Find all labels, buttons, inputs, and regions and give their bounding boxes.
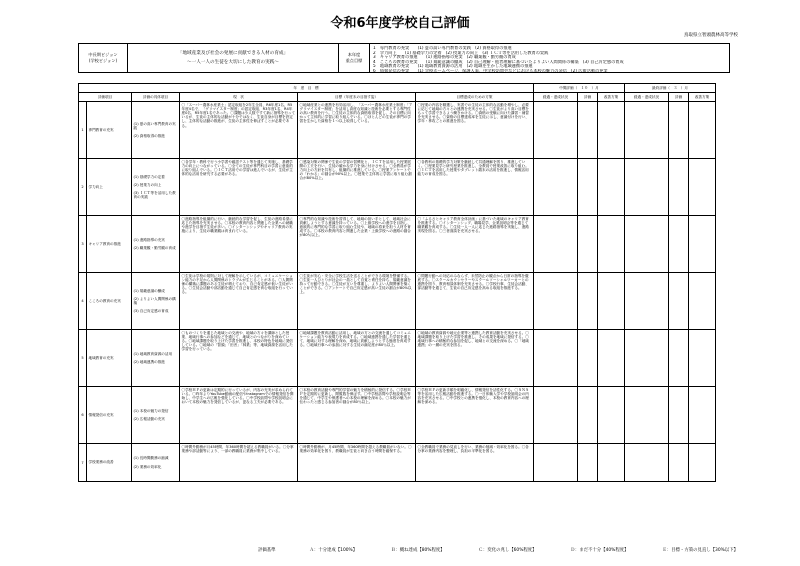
row-item: 地域教育の充実 bbox=[87, 330, 132, 387]
table-row bbox=[79, 159, 716, 216]
mid-rating-cell bbox=[578, 216, 598, 273]
mid-rating-cell bbox=[578, 273, 598, 330]
vision-main: 「地域産業及び社会の発展に貢献できる人材の育成」 bbox=[177, 51, 289, 56]
final-rating-cell bbox=[669, 102, 689, 159]
row-number: 7 bbox=[79, 444, 87, 482]
final-improve-cell bbox=[689, 216, 716, 273]
mid-improve-cell bbox=[598, 444, 625, 482]
table-row bbox=[79, 102, 716, 159]
col-final-improve-header: 改善方策 bbox=[689, 93, 716, 102]
focus-item: 4 こころの教育の充実 (1) 規範意識の醸成 (2) 自己理解・他者理解に基づいたよりよい人間関係の構築 (3) 自己肯定感の育成 bbox=[373, 59, 624, 64]
row-plan: 〇授業の内容を精選し、実習での生徒の主体的な活動を増やし、必要に応じて地域の方々との連携を充実させる。〇生徒がより高い目標をもって学習できるよう働きかける。〇資格の受験に向けた講習・補習を充実させる。〇資格の目標達成率を生徒に示し、意識付けを行い、学年・専攻ごとの推進を図る。 bbox=[416, 102, 534, 159]
table-row bbox=[79, 444, 716, 482]
focus-item: 3 キャリア教育の推進 (1) 進路指導の充実 (2) 職業観・勤労観の育成 bbox=[373, 55, 516, 60]
mid-rating-cell bbox=[578, 159, 598, 216]
final-improve-cell bbox=[689, 330, 716, 387]
col-mid-improve-header: 改善方策 bbox=[598, 93, 625, 102]
final-status-cell bbox=[625, 102, 669, 159]
col-current-header: 現 状 bbox=[180, 93, 298, 102]
final-rating-cell bbox=[669, 216, 689, 273]
row-contents: (1) 基礎学力の定着 (2) 授業力の向上 (3) ＩＣＴ等を活用した教育の実践 bbox=[132, 159, 180, 216]
row-current: 〇ものづくりを通じた地域との交流や、地域の方々を講師とした授業、地域行事への参加などを通じて、地域とのつながりを深めている。〇地域課題を取り上げた学習を推進し、本校の特色を地域に発信している。〇地域の「智頭」「田舎」「林業」等、地域資源を活用した学習を行っている。 bbox=[180, 330, 298, 387]
evaluation-table bbox=[78, 83, 716, 482]
row-contents: (1) 規範意識の醸成 (2) よりよい人間関係の構築 (3) 自己肯定感の育成 bbox=[132, 273, 180, 330]
row-goal: 〇感染対策の関係で生徒の学習の習慣化と、ＩＣＴを活用した授業展開の工夫を行い、生徒の確かな学力を身に付けさせる。〇全教員が学力向上の方針を共有し、組織的に推進している。〇授業アンケートでの「わかる」の割合が90%以上。〇授業で主体的に学習に取り組む割合が80%以上。 bbox=[298, 159, 416, 216]
row-item: 学力向上 bbox=[87, 159, 132, 216]
criteria-e: Ｅ：目標・方策の見直し【30%以下】 bbox=[662, 548, 738, 553]
row-current: 〇時間外勤務が月45時間、年360時間を超える教職員がいる。〇分掌業務や部活動等により、一部の教職員に業務が集中している。 bbox=[180, 444, 298, 482]
row-number: 4 bbox=[79, 273, 87, 330]
mid-improve-cell bbox=[598, 330, 625, 387]
row-goal: 〇地域課題を教育活動に活用し、地域の方との交流を通してコミュニケーション能力や表現力を育成する。〇地域連携を通した学習を通じて、地域に対する理解を深め、地域に貢献しようとする態度を育成する。〇地域行事への参加に対する生徒の満足度が80％以上。 bbox=[298, 330, 416, 387]
final-rating-cell bbox=[669, 387, 689, 444]
col-item-header: 評価項目 bbox=[79, 93, 132, 102]
mid-eval-header: 中間評価（ １０ ）月 bbox=[534, 84, 625, 93]
row-item: 情報発信の充実 bbox=[87, 387, 132, 444]
focus-label-line2: 重点目標 bbox=[345, 58, 363, 63]
row-contents: (1) 夏の高い専門教育の実践 (2) 資格取得の推進 bbox=[132, 102, 180, 159]
row-current: 〇進路指導を組織的に行い、継続的な学習を促し、生徒の進路希望に応じた指導を充実させる。〇本校の教育内容と関連した企業への就職や進学を目指す生徒が多い。〇インターンシップやキャリア教育の実施により、生徒の職業観は育まれている。 bbox=[180, 216, 298, 273]
row-plan: 〇学校ＨＰの更新手順を明確化し、情報発信を活性化する。〇ＳＮＳ等を活用した広報活動を推進する。〇一日体験入学や学校説明会の内容を充実させる。〇中学校との連携を強化し、本校の教育内容への理解を深める。 bbox=[416, 387, 534, 444]
row-goal: 〇時間外勤務が、月45時間、年360時間を超える教職員がいない。〇業務の効率化を図り、教職員が生徒と向き合う時間を確保する。 bbox=[298, 444, 416, 482]
vision-label-line2: (学校ビジョン) bbox=[88, 58, 118, 63]
year-goal-header: 年 度 目 標 bbox=[79, 84, 534, 93]
row-item: 専門教育の充実 bbox=[87, 102, 132, 159]
focus-list bbox=[370, 44, 729, 72]
focus-item: 2 学力向上 (1) 基礎学力の定着 (2) 授業力の向上 (3) ＩＣＴ等を活用した教育の実践 bbox=[373, 50, 549, 55]
row-number: 3 bbox=[79, 216, 87, 273]
focus-item: 6 情報発信の充実 (1) 学校ホームページ、保護人事、中学校訪問会などにおける本校の魅力の発信 (2) 広報活動の充実 bbox=[373, 68, 608, 73]
final-rating-cell bbox=[669, 159, 689, 216]
school-name: 鳥取県立智頭農林高等学校 bbox=[684, 33, 738, 38]
mid-improve-cell bbox=[598, 273, 625, 330]
table-row bbox=[79, 330, 716, 387]
row-current: 〇生徒は学校の規則に対して理解を示しているが、コミュニケーション能力の不足から人間関係のトラブルが生じることがある。〇人間関係の構築に課題のある生徒が増えており、自己肯定感が低い生徒がいる。〇生徒会活動や部活動を通じて自己肯定感を育む取組を行っている。 bbox=[180, 273, 298, 330]
row-goal: 〇専門的な知識や技術を習得して、地域の担い手として、地域社会に貢献しようとする意識を持っている。〇上級学校への進学を目指し、意欲的に専門的な学習に取り組む生徒や、地域の将来を担う人材を育成する。〇本校の教育内容と関連した企業・上級学校への進路の割合が80％以上。 bbox=[298, 216, 416, 273]
row-number: 6 bbox=[79, 387, 87, 444]
criteria-d: Ｄ：まだ不十分【40%程度】 bbox=[570, 548, 629, 553]
row-number: 1 bbox=[79, 102, 87, 159]
col-mid-rating-header: 評価 bbox=[578, 93, 598, 102]
col-plan-header: 目標達成のための方策 bbox=[416, 93, 534, 102]
row-number: 5 bbox=[79, 330, 87, 387]
page-title: 令和6年度学校自己評価 bbox=[330, 16, 470, 31]
focus-label bbox=[339, 44, 370, 72]
row-plan: 〇全教職員で業務の見直しを行い、業務の削減・効率化を図る。〇各分掌の業務内容を整理し、負担の平準化を図る。 bbox=[416, 444, 534, 482]
mid-improve-cell bbox=[598, 102, 625, 159]
final-status-cell bbox=[625, 444, 669, 482]
final-improve-cell bbox=[689, 444, 716, 482]
mid-status-cell bbox=[534, 330, 578, 387]
final-rating-cell bbox=[669, 330, 689, 387]
row-contents: (1) 地域教育資源の活用 (2) 地域連携の推進 bbox=[132, 330, 180, 387]
col-final-rating-header: 評価 bbox=[669, 93, 689, 102]
mid-rating-cell bbox=[578, 444, 598, 482]
mid-status-cell bbox=[534, 444, 578, 482]
row-plan: 〇地域の教育資源や地元企業等と連携した教育活動を充実させる。〇地域課題を取り上げた学習を推進し、その成果を地域に発信する。〇地域行事への積極的な参加を促し、地域との交流を深める。〇「地域連携」の一層の充実を図る。 bbox=[416, 330, 534, 387]
mid-rating-cell bbox=[578, 387, 598, 444]
final-status-cell bbox=[625, 330, 669, 387]
mid-status-cell bbox=[534, 159, 578, 216]
vision-sub: ～一人一人の生徒を大切にした教育の実践～ bbox=[187, 60, 279, 65]
criteria-c: Ｃ：変化の兆し【60%程度】 bbox=[478, 548, 537, 553]
final-improve-cell bbox=[689, 273, 716, 330]
row-current: 〇「スーパー農林水産業士」認定取組を2年生全員、R6年度1名、R5年度4名で、「グリマイスター制度」の認定取組、R3年度1名、R4年度0名、R5年度1名であった。〇課題は少人数ですて新に指導を行っているが、生徒の主体的な活動が十分ではなく、生徒自身が目標を設定し、主体的な活動の推進が、生徒の主体性を伸ばすことが必要である。 bbox=[180, 102, 298, 159]
final-rating-cell bbox=[669, 444, 689, 482]
mid-improve-cell bbox=[598, 159, 625, 216]
mid-status-cell bbox=[534, 273, 578, 330]
mid-improve-cell bbox=[598, 216, 625, 273]
table-row bbox=[79, 387, 716, 444]
final-eval-header: 最終評価（ ３ ）月 bbox=[625, 84, 716, 93]
row-item: キャリア教育の推進 bbox=[87, 216, 132, 273]
focus-item: 1 専門教育の充実 (1) 夏の高い専門教育の実践 (2) 資格取得の推進 bbox=[373, 46, 512, 50]
vision-text bbox=[128, 44, 339, 72]
focus-item: 5 地域教育の充実 (1) 地域教育資源の活用 (2) 地域を生かした地域連携の推進 bbox=[373, 64, 533, 69]
row-plan: 〇「ふるさとキャリア教育全体計画」に基づいた地域のキャリア教育を推進する。〇インターンシップ、職場見学、企業説明会等を通じて職業観を育成する。〇生徒一人一人に応じた進路指導を実施し、進路実現を図る。〇三者面談を充実させる。 bbox=[416, 216, 534, 273]
row-current: 〇各学年・教科で行う小学習や確認テスト等を通じて実施し、基礎学力の向上につながっている。〇全ての生徒が専門科目の学習に意欲的に取り組んでいる。〇ＩＣＴ活用での学習は進んでいるが、生徒が主体的な活用を研究する必要がある。 bbox=[180, 159, 298, 216]
mid-rating-cell bbox=[578, 330, 598, 387]
row-goal: 〇本校の教育活動や専門的学習の魅力を積極的に発信する。〇学校ＨＰを定期的に更新し、閲覧数を伸ばす。〇中学校訪問や学校説明会等を通じて、中学生や保護者への本校の理解を深める。〇本校の魅力が伝わったと感じる参加者の割合が80％以上。 bbox=[298, 387, 416, 444]
focus-label-line1: 本年度 bbox=[347, 52, 361, 57]
criteria-legend bbox=[258, 547, 738, 553]
row-goal: 〇生徒が安心・安全に学校生活を送ることができる環境を整備する。〇生徒一人ひとりが社会の一員として自覚と責任を持ち、規範意識を持って行動できる。〇生徒が互いを尊重し、よりよい人間関係を築くことができる。〇アンケートで自己肯定感が高い生徒の割合が80%以上。 bbox=[298, 273, 416, 330]
row-item: 学校業務の改善 bbox=[87, 444, 132, 482]
row-contents: (1) 長時間勤務の縮減 (2) 業務の効率化 bbox=[132, 444, 180, 482]
final-rating-cell bbox=[669, 273, 689, 330]
col-mid-status-header: 経過・達成状況 bbox=[534, 93, 578, 102]
criteria-b: Ｂ：概ね達成【80%程度】 bbox=[390, 548, 445, 553]
row-contents: (1) 本校の魅力の発信 (2) 広報活動の充実 bbox=[132, 387, 180, 444]
mid-status-cell bbox=[534, 387, 578, 444]
vision-label bbox=[79, 44, 128, 72]
row-contents: (1) 進路指導の充実 (2) 職業観・勤労観の育成 bbox=[132, 216, 180, 273]
row-item: こころの教育の充実 bbox=[87, 273, 132, 330]
row-plan: 〇問題行動への対応のみならず、未然防止の観点から日常の指導を徹底する。〇スクールカウンセラーやスクールソーシャルワーカーとの連携を図り、教育相談体制を充実させる。〇学校行事、生徒会活動、部活動等を通じて、生徒の自己肯定感を高める取組を推進する。 bbox=[416, 273, 534, 330]
col-final-status-header: 経過・達成状況 bbox=[625, 93, 669, 102]
final-status-cell bbox=[625, 159, 669, 216]
col-goal-header: 目標（年度末の目指す姿） bbox=[298, 93, 416, 102]
row-number: 2 bbox=[79, 159, 87, 216]
final-improve-cell bbox=[689, 159, 716, 216]
criteria-label: 評価基準 bbox=[258, 548, 276, 553]
row-current: 〇学校ＨＰの更新は定期的に行っているが、内容の充実が求められている。〇昨年よりYouTube動画の配信やInstagramでの情報発信を開始し、中学生への広報を強化している。〇中学校訪問や学校説明会において本校の魅力を発信しているが、更なる工夫が必要である。 bbox=[180, 387, 298, 444]
vision-label-line1: 中長期ビジョン bbox=[88, 52, 118, 57]
mid-rating-cell bbox=[578, 102, 598, 159]
mid-improve-cell bbox=[598, 387, 625, 444]
final-improve-cell bbox=[689, 102, 716, 159]
criteria-a: Ａ：十分達成【100%】 bbox=[309, 548, 358, 553]
final-status-cell bbox=[625, 387, 669, 444]
vision-box bbox=[78, 43, 730, 73]
mid-status-cell bbox=[534, 102, 578, 159]
table-row bbox=[79, 216, 716, 273]
row-goal: 〇地域産業との連携を有効活用し、「スーパー農林水産業士制度」「アグリマイスター制度」を活用し高度な知識と技術を必要とする専門性の高い教育を行う。〇生徒の主体的な資格取得を促し、その目標に向かって主体的に学習に取り組んでいる。〇ほとんどの生徒が専門の学習を生かした資格を１つ以上取得している。 bbox=[298, 102, 416, 159]
col-content-header: 評価の具体項目 bbox=[132, 93, 180, 102]
final-status-cell bbox=[625, 216, 669, 273]
final-improve-cell bbox=[689, 387, 716, 444]
mid-status-cell bbox=[534, 216, 578, 273]
table-row bbox=[79, 273, 716, 330]
row-plan: 〇各教科の基礎的学力対策を継続して共通理解を図り、推進していく。〇授業見学と研究授業を推進し、全教員で授業改善に取り組む。〇ＩＣＴを活用した授業やタブレット端末の活用を推進し、情報活用能力の育成を図る。 bbox=[416, 159, 534, 216]
final-status-cell bbox=[625, 273, 669, 330]
